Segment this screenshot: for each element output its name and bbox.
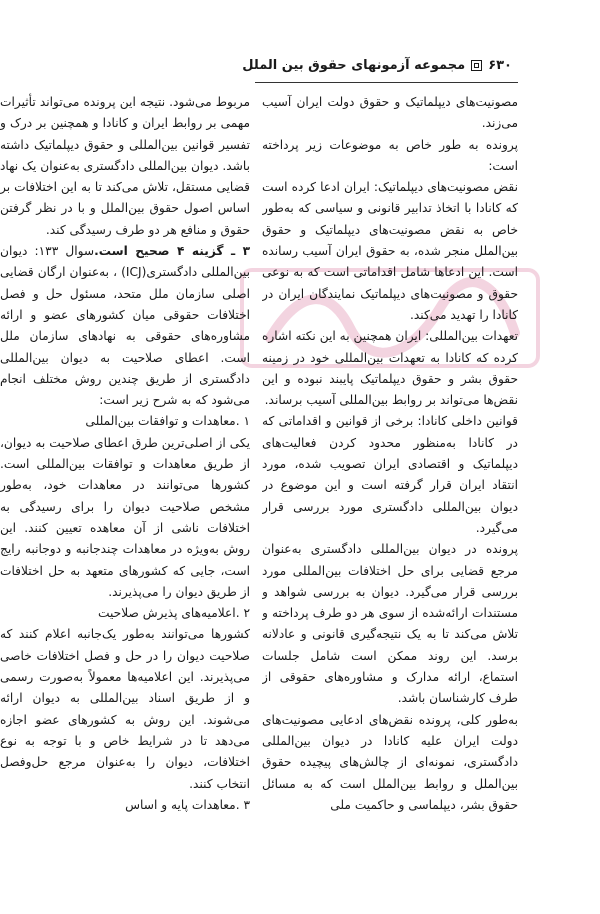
right-column — [262, 92, 518, 907]
paragraph: تعهدات بین‌المللی: ایران همچنین به این نکته اشاره کرده که کانادا به تعهدات بین‌المللی خود در زمینه حقوق بشر و حقوق دیپلماتیک پایبند نبوده و این نقض‌ها می‌تواند بر روابط بین‌المللی آسیب برساند. — [262, 329, 518, 408]
section-title: ۱ .معاهدات و توافقات بین‌المللی — [85, 414, 250, 429]
paragraph: کشورها می‌توانند به‌طور یک‌جانبه اعلام کنند که صلاحیت دیوان را در حل و فصل اختلافات خاصی می‌پذیرند. این اعلامیه‌ها معمولاً به‌صورت رسمی و از طریق اسناد بین‌المللی به دیوان ارائه می‌شوند. این روش به کشورهای عضو اجازه می‌دهد تا در شرایط خاص و با توجه به نوع اختلافات، دیوان را به‌عنوان مرجع حل‌وفصل انتخاب کنند. — [0, 627, 250, 791]
page-header — [242, 58, 512, 73]
paragraph: نقض مصونیت‌های دیپلماتیک: ایران ادعا کرده است که کانادا با اتخاذ تدابیر قانونی و سیاسی که به‌طور خاص به نقض مصونیت‌های دیپلماتیک و حقوق بین‌الملل منجر شده، به حقوق ایران آسیب رسانده است. این ادعاها شامل اقداماتی است که به نوعی حقوق و مصونیت‌های دیپلماتیک نمایندگان ایران در کانادا را تهدید می‌کند. — [262, 180, 518, 322]
paragraph: یکی از اصلی‌ترین طرق اعطای صلاحیت به دیوان، از طریق معاهدات و توافقات بین‌المللی است. کشورها می‌توانند در معاهدات خود، به‌طور مشخص صلاحیت دیوان را برای رسیدگی به اختلافات ناشی از آن معاهده تعیین کنند. این روش به‌ویژه در معاهدات چندجانبه و دوجانبه رایج است، جایی که کشورهای متعهد به حل اختلافات از طریق دیوان را می‌پذیرند. — [0, 435, 250, 599]
paragraph: مصونیت‌های دیپلماتیک و حقوق دولت ایران آسیب می‌زند. — [262, 95, 518, 131]
book-icon — [471, 60, 482, 71]
header-divider — [255, 82, 518, 83]
paragraph: مربوط می‌شود. نتیجه این پرونده می‌تواند تأثیرات مهمی بر روابط ایران و کانادا و همچنین بر درک و تفسیر قوانین بین‌المللی و حقوق دیپلماتیک داشته باشد. دیوان بین‌المللی دادگستری به‌عنوان یک نهاد قضایی مستقل، تلاش می‌کند تا به این اختلافات بر اساس اصول حقوق بین‌الملل و با در نظر گرفتن حقوق و منافع هر دو طرف رسیدگی کند. — [0, 95, 250, 237]
left-column — [0, 92, 250, 907]
page-title: مجموعه آزمونهای حقوق بین الملل — [242, 58, 466, 73]
answer-label: ۳ ـ گزینه ۴ صحیح است. — [94, 244, 250, 259]
section-title: ۳ .معاهدات پایه و اساس — [125, 797, 250, 812]
paragraph: پرونده به طور خاص به موضوعات زیر پرداخته است: — [262, 137, 518, 173]
answer-paragraph — [0, 241, 250, 411]
paragraph: پرونده در دیوان بین‌المللی دادگستری به‌عنوان مرجع قضایی برای حل اختلافات بین‌المللی مورد بررسی قرار می‌گیرد. دیوان به بررسی شواهد و مستندات ارائه‌شده از سوی هر دو طرف پرداخته و تلاش می‌کند تا به یک نتیجه‌گیری قانونی و عادلانه برسد. این روند ممکن است شامل جلسات استماع، ارائه مدارک و مشاوره‌های حقوقی از طرف کارشناسان باشد. — [262, 542, 518, 706]
answer-body: دیوان بین‌المللی دادگستری(ICJ) ، به‌عنوان ارگان قضایی اصلی سازمان ملل متحد، مسئول حل و فصل اختلافات حقوقی میان کشورهای عضو و ارائه مشاوره‌های حقوقی به نهادهای سازمان ملل است. اعطای صلاحیت به دیوان بین‌المللی دادگستری از طریق چندین روش مختلف انجام می‌شود که به شرح زیر است: — [0, 244, 250, 408]
page-number: ۶۳۰ — [488, 58, 512, 73]
section-title: ۲ .اعلامیه‌های پذیرش صلاحیت — [98, 606, 250, 621]
answer-question: سوال ۱۳۳: — [34, 244, 95, 259]
paragraph: به‌طور کلی، پرونده نقض‌های ادعایی مصونیت‌های دولت ایران علیه کانادا در دیوان بین‌المللی دادگستری، نمونه‌ای از چالش‌های پیچیده حقوق بین‌الملل و روابط بین‌الملل است که به مسائل حقوق بشر، دیپلماسی و حاکمیت ملی — [262, 712, 518, 812]
paragraph: قوانین داخلی کانادا: برخی از قوانین و اقداماتی که در کانادا به‌منظور محدود کردن فعالیت‌های دیپلماتیک و اقتصادی ایران تصویب شده، مورد انتقاد ایران قرار گرفته است و این موضوع در دیوان بین‌المللی دادگستری مورد بررسی قرار می‌گیرد. — [262, 414, 518, 535]
